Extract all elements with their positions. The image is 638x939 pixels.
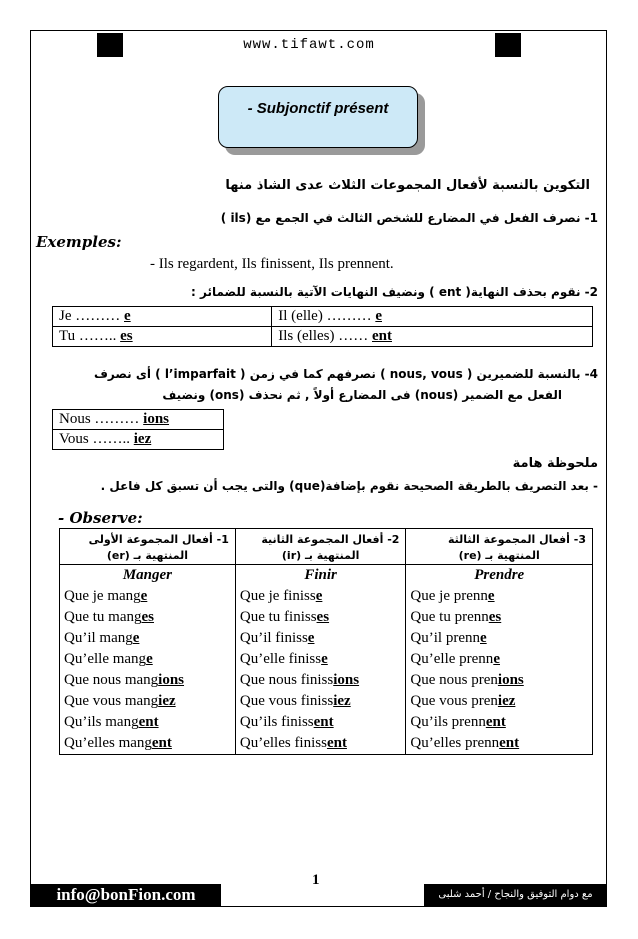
group-title: 1- أفعال المجموعة الأولى [88, 533, 229, 546]
conjugation-list [60, 586, 235, 754]
note-text: - بعد التصريف بالطريقة الصحيحة نقوم بإضافة(que) والتى يجب أن تسبق كل فاعل . [100, 479, 598, 493]
cell-text: Nous ……… [59, 411, 144, 427]
conjugation-form [406, 607, 592, 628]
verb-ending: ent [313, 714, 334, 730]
verb-stem: Que nous pren [410, 672, 498, 688]
verb-stem: Qu’ils mang [64, 714, 139, 730]
verb-infinitive: Manger [122, 567, 173, 583]
verb-stem: Que nous mang [64, 672, 159, 688]
verb-stem: Que je finiss [239, 588, 316, 604]
verb-ending: ent [151, 735, 172, 751]
verb-ending: ent [138, 714, 159, 730]
table-row [53, 430, 224, 450]
verb-stem: Que vous mang [64, 693, 159, 709]
table-cell [272, 307, 593, 327]
note-title: ملحوظة هامة [512, 456, 598, 471]
nous-vous-table [52, 409, 224, 450]
verb-stem: Que tu prenn [410, 609, 489, 625]
conjugation-form [406, 670, 592, 691]
conjugation-form [406, 733, 592, 754]
verb-stem: Que nous finiss [239, 672, 334, 688]
page-number: 1 [312, 872, 320, 888]
group-subtitle: المنتهية بـ (ir) [281, 549, 360, 562]
verb-stem: Qu’il prenn [410, 630, 480, 646]
conjugation-form [60, 670, 235, 691]
conjugation-form [236, 607, 406, 628]
verb-ending: es [316, 609, 330, 625]
table-cell [53, 307, 272, 327]
conjugation-table [59, 528, 593, 755]
conjugation-form [60, 691, 235, 712]
ending: es [120, 328, 133, 344]
ending: ent [372, 328, 392, 344]
conjugation-form [236, 712, 406, 733]
verb-stem: Qu’elles finiss [239, 735, 327, 751]
conjugation-form [406, 628, 592, 649]
conjugation-list [236, 586, 406, 754]
ending: e [375, 308, 382, 324]
verb-stem: Qu’il mang [64, 630, 133, 646]
verb-ending: iez [333, 693, 351, 709]
verb-ending: e [493, 651, 500, 667]
verb-ending: ent [485, 714, 506, 730]
conjugation-form [60, 628, 235, 649]
group-1-column [60, 565, 236, 755]
conjugation-form [236, 670, 406, 691]
verb-stem: Qu’ils finiss [239, 714, 314, 730]
exemples-label: Exemples: [36, 233, 122, 251]
site-url[interactable]: www.tifawt.com [123, 33, 495, 57]
verb-ending: e [307, 630, 315, 646]
column-header [406, 529, 593, 565]
conjugation-form [236, 649, 406, 670]
group-title: 3- أفعال المجموعة الثالثة [447, 533, 586, 546]
footer-author: مع دوام التوفيق والنجاح / أحمد شلبى [424, 884, 607, 906]
verb-stem: Que je prenn [410, 588, 488, 604]
verb-ending: e [146, 651, 153, 667]
table-body-row [60, 565, 593, 755]
group-subtitle: المنتهية بـ (re) [458, 549, 540, 562]
group-3-column [406, 565, 593, 755]
verb-ending: e [132, 630, 140, 646]
verb-ending: e [140, 588, 148, 604]
ending: e [124, 308, 131, 324]
conjugation-form [406, 586, 592, 607]
table-header-row [60, 529, 593, 565]
verb-stem: Que tu mang [64, 609, 142, 625]
verb-ending: iez [497, 693, 516, 709]
table-row [53, 410, 224, 430]
conjugation-form [406, 649, 592, 670]
ending: iez [133, 431, 152, 447]
group-3-head [406, 529, 592, 564]
verb-ending: e [487, 588, 495, 604]
table-row [53, 327, 593, 347]
cell-text: Je ……… [59, 308, 124, 324]
conjugation-form [60, 712, 235, 733]
cell-text: Ils (elles) …… [278, 328, 372, 344]
group-2-column [235, 565, 406, 755]
cell-text: Il (elle) ……… [278, 308, 376, 324]
verb-ending: es [141, 609, 154, 625]
cell-text: Tu …….. [59, 328, 121, 344]
site-banner [97, 33, 521, 57]
verb-infinitive: Prendre [474, 567, 525, 583]
verb-ending: ions [497, 672, 524, 688]
page-title: - Subjonctif présent [218, 86, 418, 148]
conjugation-form [60, 607, 235, 628]
conjugation-form [406, 712, 592, 733]
table-cell [53, 327, 272, 347]
conjugation-form [60, 586, 235, 607]
rule-4-line-2: الفعل مع الضمير (nous) فى المضارع أولاً , ثم نحذف (ons) ونضيف [162, 388, 562, 402]
verb-ending: iez [158, 693, 176, 709]
table-cell [53, 410, 224, 430]
column-header [60, 529, 236, 565]
table-cell [272, 327, 593, 347]
conjugation-form [60, 649, 235, 670]
verb-stem: Qu’elles prenn [410, 735, 500, 751]
table-cell [53, 430, 224, 450]
rule-2: 2- نقوم بحذف النهاية( ent ) ونضيف النهايات الآتية بالنسبة للضمائر : [191, 285, 598, 299]
column-header [235, 529, 406, 565]
conjugation-form [60, 733, 235, 754]
verb-ending: e [321, 651, 328, 667]
verb-stem: Qu’il finiss [239, 630, 308, 646]
verb-ending: e [480, 630, 487, 646]
verb-stem: Qu’elles mang [64, 735, 152, 751]
observe-label: - Observe: [58, 509, 143, 527]
table-row [53, 307, 593, 327]
ending: ions [143, 411, 170, 427]
conjugation-form [236, 733, 406, 754]
verb-stem: Que vous finiss [239, 693, 334, 709]
conjugation-form [236, 628, 406, 649]
verb-ending: ent [499, 735, 520, 751]
exemples-text: - Ils regardent, Ils finissent, Ils prennent. [150, 256, 394, 272]
group-2-head [236, 529, 406, 564]
rule-1: 1- نصرف الفعل في المضارع للشخص الثالث في الجمع مع (ils ) [220, 211, 598, 225]
verb-stem: Qu’elle prenn [410, 651, 494, 667]
verb-stem: Que tu finiss [239, 609, 317, 625]
group-1-head [60, 529, 235, 564]
verb-ending: ent [326, 735, 347, 751]
conjugation-form [236, 586, 406, 607]
verb-stem: Qu’elle mang [64, 651, 147, 667]
verb-stem: Que vous pren [410, 693, 498, 709]
verb-ending: e [315, 588, 323, 604]
cell-text: Vous …….. [59, 431, 134, 447]
verb-ending: ions [333, 672, 360, 688]
rule-4-line-1: 4- بالنسبة للضميرين ( nous, vous ) نصرفهم كما في زمن ( l’imparfait ) أى نصرف [93, 367, 598, 381]
verb-ending: es [488, 609, 502, 625]
group-title: 2- أفعال المجموعة الثانية [261, 533, 400, 546]
rules-heading: التكوين بالنسبة لأفعال المجموعات الثلاث عدى الشاذ منها [225, 178, 590, 193]
verb-stem: Qu’elle finiss [239, 651, 322, 667]
endings-table [52, 306, 593, 347]
verb-stem: Qu’ils prenn [410, 714, 486, 730]
conjugation-list [406, 586, 592, 754]
verb-stem: Que je mang [64, 588, 141, 604]
conjugation-form [236, 691, 406, 712]
footer-email[interactable]: info@bonFion.com [31, 884, 221, 906]
group-subtitle: المنتهية بـ (er) [106, 549, 189, 562]
verb-ending: ions [158, 672, 185, 688]
verb-infinitive: Finir [304, 567, 337, 583]
conjugation-form [406, 691, 592, 712]
